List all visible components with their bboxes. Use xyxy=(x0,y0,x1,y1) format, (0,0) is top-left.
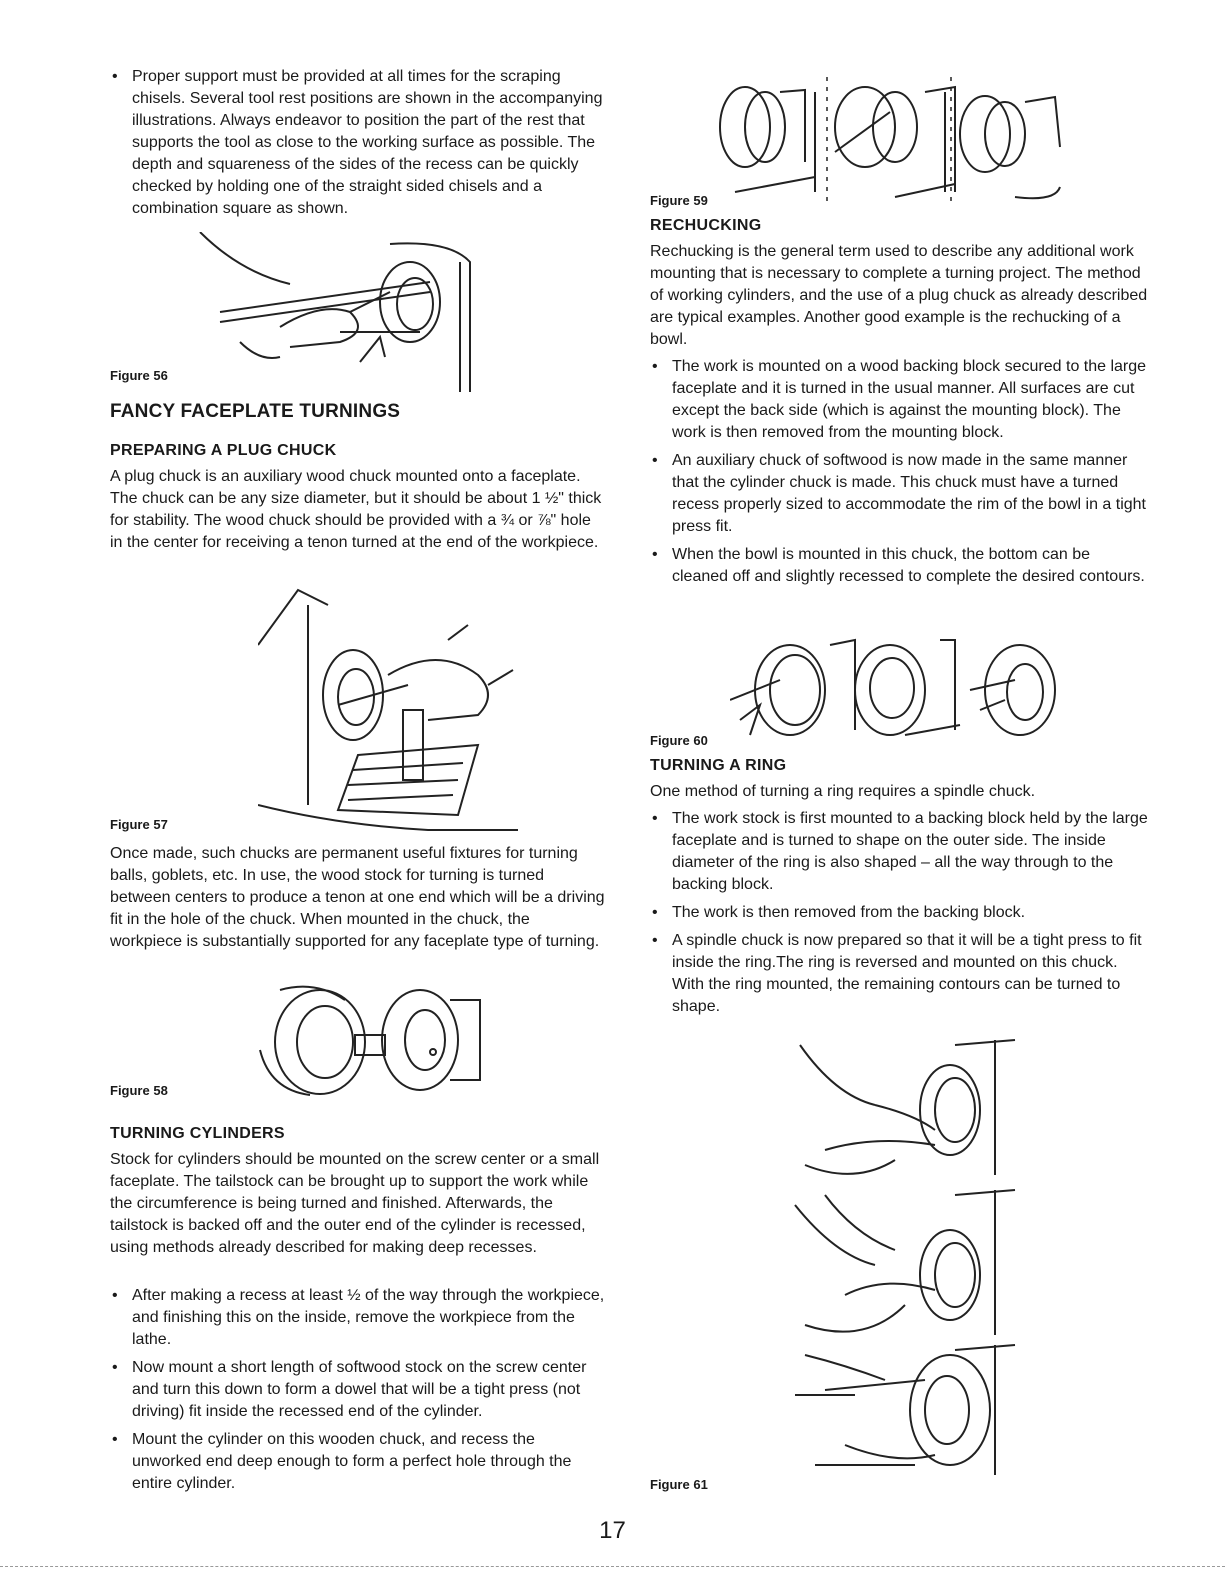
list-item: • Mount the cylinder on this wooden chuck, and recess the unworked end deep enough to form a perfect hole through the entire cylinder. xyxy=(110,1429,605,1495)
ring-paragraph: One method of turning a ring requires a spindle chuck. xyxy=(650,783,1036,800)
rechucking-heading: RECHUCKING xyxy=(650,217,762,234)
cylinders-paragraph: Stock for cylinders should be mounted on the screw center or a small faceplate. The tailstock can be brought up to support the work while the circumference is being turned and finished. Afterwards, the tailstock is backed off and the outer end of the cylinder is recessed, using methods already described for making deep recesses. xyxy=(110,1151,600,1256)
figure-58-illustration xyxy=(255,980,485,1100)
list-item: • The work is mounted on a wood backing block secured to the large faceplate and it is turned in the usual manner. All surfaces are cut except the back side (which is against the mounting block). The work is then removed from the mounting block. xyxy=(650,356,1150,444)
list-item: • Now mount a short length of softwood stock on the screw center and turn this down to form a dowel that will be a tight press (not driving) fit inside the recessed end of the cylinder. xyxy=(110,1357,605,1423)
figure-58-caption: Figure 58 xyxy=(110,1083,168,1098)
list-item: • A spindle chuck is now prepared so that it will be a tight press to fit inside the ring.The ring is reversed and mounted on this chuck. With the ring mounted, the remaining contours can be turned to shape. xyxy=(650,930,1150,1018)
page-bottom-rule xyxy=(0,1566,1225,1567)
page-number: 17 xyxy=(599,1517,626,1544)
rechucking-paragraph: Rechucking is the general term used to describe any additional work mounting that is necessary to complete a turning project. The method of working cylinders, and the use of a plug chuck as already described are typical examples. Another good example is the rechucking of a bowl. xyxy=(650,243,1148,348)
list-item: • An auxiliary chuck of softwood is now made in the same manner that the cylinder chuck is made. This chuck must have a turned recess properly sized to accommodate the rim of the bowl in a tight press fit. xyxy=(650,450,1150,538)
intro-bullet-list xyxy=(110,66,605,226)
list-item: • After making a recess at least ½ of the way through the workpiece, and finishing this on the inside, remove the workpiece from the lathe. xyxy=(110,1285,605,1351)
list-item: • The work is then removed from the backing block. xyxy=(650,902,1150,924)
figure-61-caption: Figure 61 xyxy=(650,1477,708,1492)
plug-chuck-paragraph: A plug chuck is an auxiliary wood chuck mounted onto a faceplate. The chuck can be any size diameter, but it should be about 1 ½" thick for stability. The wood chuck should be provided with a ¾ or ⅞" hole in the center for receiving a tenon turned at the end of the workpiece. xyxy=(110,468,602,551)
figure-60-caption: Figure 60 xyxy=(650,733,708,748)
ring-bullet-list xyxy=(650,808,1150,1024)
list-item: • The work stock is first mounted to a backing block held by the large faceplate and is turned to shape on the outer side. The inside diameter of the ring is also shaped – all the way through to the backing block. xyxy=(650,808,1150,896)
once-made-paragraph: Once made, such chucks are permanent useful fixtures for turning balls, goblets, etc. In use, the wood stock for turning is turned between centers to produce a tenon at one end which will be a driving fit in the hole of the chuck. When mounted in the chuck, the workpiece is substantially supported for any faceplate type of turning. xyxy=(110,845,605,950)
figure-61-illustration xyxy=(785,1035,1025,1480)
figure-56-caption: Figure 56 xyxy=(110,368,168,383)
cylinders-heading: TURNING CYLINDERS xyxy=(110,1125,285,1142)
section-heading: FANCY FACEPLATE TURNINGS xyxy=(110,401,401,422)
figure-59-illustration xyxy=(715,72,1075,207)
figure-57-caption: Figure 57 xyxy=(110,817,168,832)
list-item: • Proper support must be provided at all times for the scraping chisels. Several tool rest positions are shown in the accompanying illustrations. Always endeavor to position the part of the rest that supports the tool as close to the working surface as possible. The depth and squareness of the sides of the recess can be quickly checked by holding one of the straight sided chisels and a combination square as shown. xyxy=(110,66,605,220)
list-item: • When the bowl is mounted in this chuck, the bottom can be cleaned off and slightly recessed to complete the desired contours. xyxy=(650,544,1150,588)
ring-heading: TURNING A RING xyxy=(650,757,787,774)
figure-60-illustration xyxy=(730,630,1070,740)
plug-chuck-heading: PREPARING A PLUG CHUCK xyxy=(110,442,337,459)
figure-56-illustration xyxy=(180,232,500,392)
figure-57-illustration xyxy=(258,585,518,835)
figure-59-caption: Figure 59 xyxy=(650,193,708,208)
cylinders-bullet-list xyxy=(110,1285,605,1501)
rechucking-bullet-list xyxy=(650,356,1150,594)
